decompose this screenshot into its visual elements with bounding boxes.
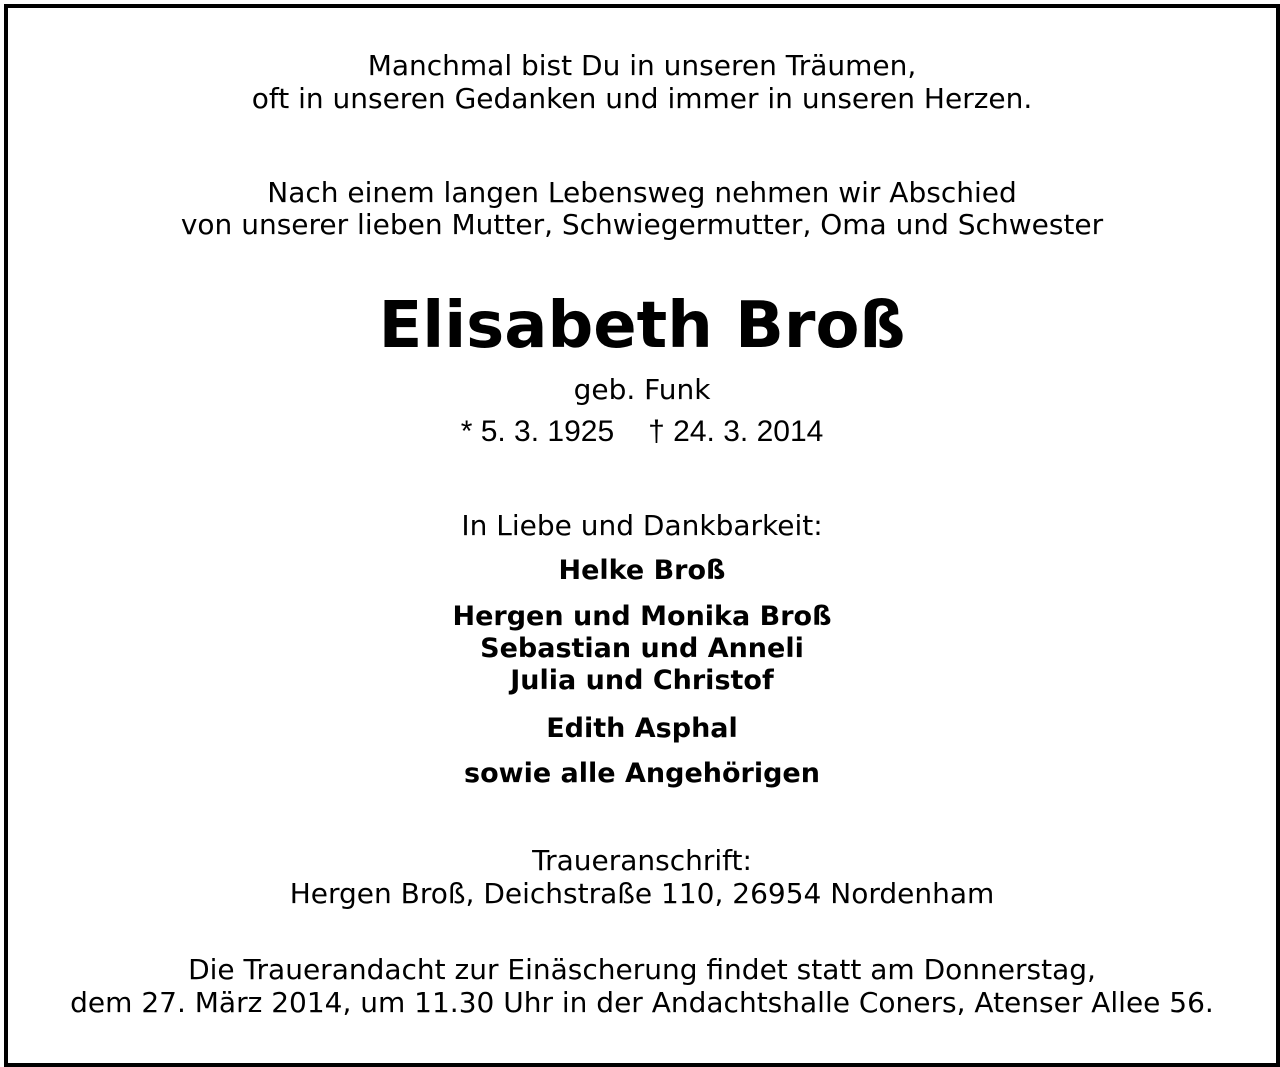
- ceremony-line-2: dem 27. März 2014, um 11.30 Uhr in der Andachtshalle Coners, Atenser Allee 56.: [70, 986, 1214, 1019]
- mourner-name: Sebastian und Anneli: [480, 633, 804, 664]
- maiden-name: geb. Funk: [573, 373, 711, 406]
- address-label: Traueranschrift:: [532, 844, 752, 877]
- mourner-name: sowie alle Angehörigen: [464, 758, 820, 789]
- obituary-notice: [4, 4, 1280, 1067]
- mourners-heading: In Liebe und Dankbarkeit:: [461, 509, 823, 542]
- death-date: † 24. 3. 2014: [648, 415, 824, 448]
- deceased-name: Elisabeth Broß: [378, 289, 906, 363]
- mourner-name: Hergen und Monika Broß: [452, 601, 832, 632]
- intro-line-2: von unserer lieben Mutter, Schwiegermutter, Oma und Schwester: [180, 208, 1104, 241]
- address-value: Hergen Broß, Deichstraße 110, 26954 Nordenham: [289, 877, 995, 910]
- poem-line-1: Manchmal bist Du in unseren Träumen,: [367, 49, 917, 82]
- intro-line-1: Nach einem langen Lebensweg nehmen wir Abschied: [267, 176, 1017, 209]
- mourner-name: Edith Asphal: [546, 713, 738, 744]
- mourner-name: Helke Broß: [558, 555, 726, 586]
- life-dates: [8, 416, 1276, 448]
- poem-line-2: oft in unseren Gedanken und immer in unseren Herzen.: [251, 82, 1033, 115]
- ceremony-line-1: Die Trauerandacht zur Einäscherung findet statt am Donnerstag,: [188, 953, 1096, 986]
- birth-date: * 5. 3. 1925: [460, 415, 615, 448]
- mourner-name: Julia und Christof: [510, 665, 774, 696]
